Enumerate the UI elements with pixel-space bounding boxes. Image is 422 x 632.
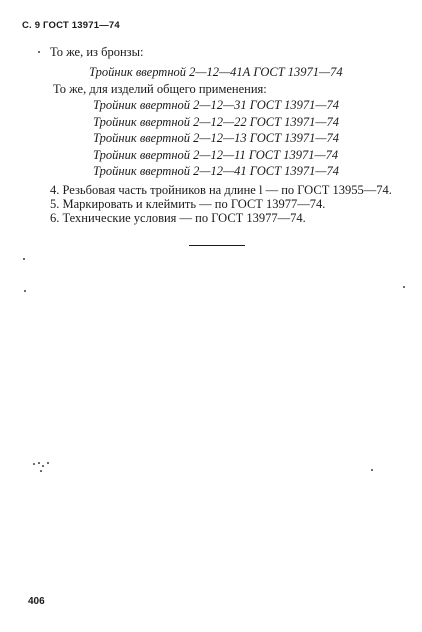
scan-speck: [47, 462, 49, 464]
numbered-item-5: 5. Маркировать и клеймить — по ГОСТ 13977—74.: [50, 197, 326, 211]
scan-speck: [23, 258, 25, 260]
scan-speck: [38, 462, 40, 464]
page-number: 406: [28, 596, 45, 607]
general-item-3: Тройник ввертной 2—12—13 ГОСТ 13971—74: [93, 131, 340, 145]
general-item-5: Тройник ввертной 2—12—41 ГОСТ 13971—74: [93, 164, 340, 178]
scan-speck: [371, 469, 373, 471]
numbered-item-4: 4. Резьбовая часть тройников на длине l — по ГОСТ 13955—74.: [50, 183, 392, 197]
scan-speck: [24, 290, 26, 292]
general-item-2: Тройник ввертной 2—12—22 ГОСТ 13971—74: [93, 115, 340, 129]
general-item-4: Тройник ввертной 2—12—11 ГОСТ 13971—74: [93, 148, 339, 162]
general-heading: То же, для изделий общего применения:: [53, 82, 267, 96]
page-header: С. 9 ГОСТ 13971—74: [22, 20, 120, 31]
scan-speck: [40, 470, 42, 472]
bronze-item: Тройник ввертной 2—12—41А ГОСТ 13971—74: [89, 65, 343, 79]
numbered-item-6: 6. Технические условия — по ГОСТ 13977—74.: [50, 211, 306, 225]
scan-speck: [42, 465, 44, 467]
scan-speck: [38, 51, 40, 53]
end-rule: [189, 245, 245, 246]
bronze-heading: То же, из бронзы:: [50, 45, 144, 59]
scan-speck: [33, 463, 35, 465]
general-item-1: Тройник ввертной 2—12—31 ГОСТ 13971—74: [93, 98, 340, 112]
scan-speck: [403, 286, 405, 288]
